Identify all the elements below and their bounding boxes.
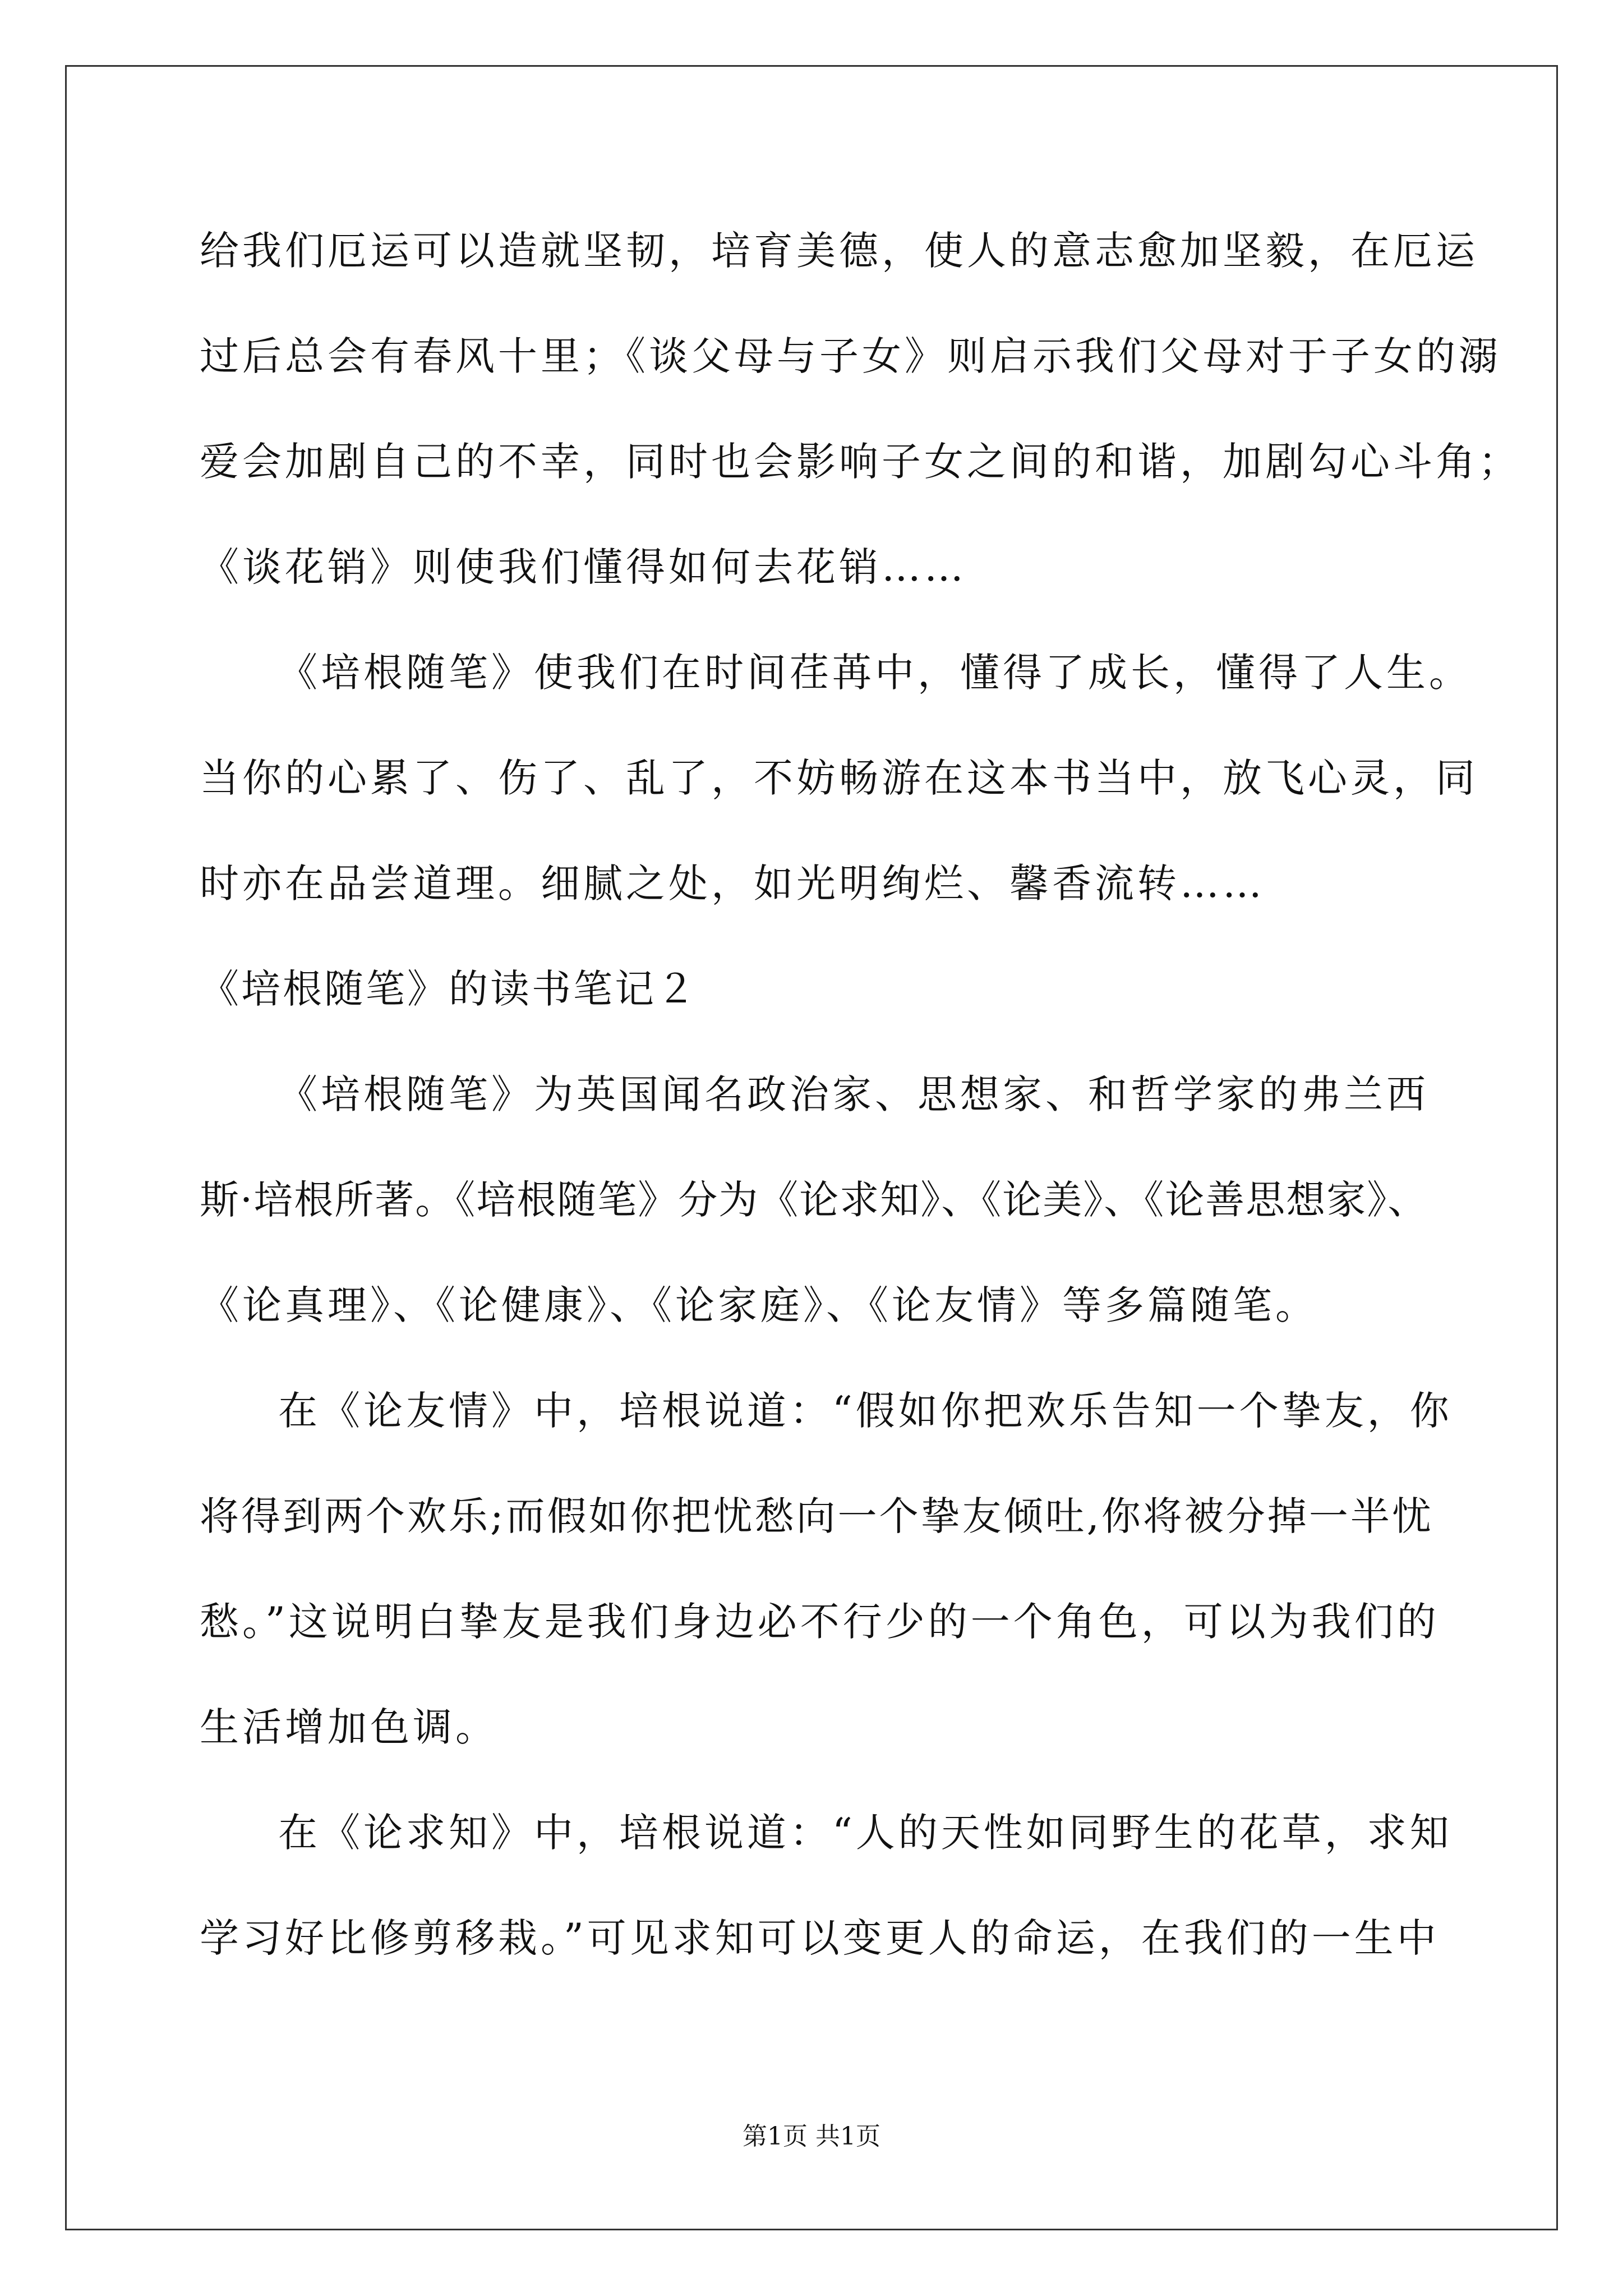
section-heading: 《培根随笔》的读书笔记２ [200, 966, 698, 1012]
text-line: 斯·培根所著。《培根随笔》分为《论求知》、《论美》、《论善思想家》、 [200, 1177, 1428, 1223]
text-line: 生活增加色调。 [200, 1704, 498, 1750]
text-line: 愁。”这说明白挚友是我们身边必不行少的一个角色，可以为我们的 [200, 1599, 1440, 1645]
text-line: 学习好比修剪移栽。”可见求知可以变更人的命运，在我们的一生中 [200, 1915, 1440, 1961]
text-line: 《培根随笔》为英国闻名政治家、思想家、和哲学家的弗兰西 [278, 1071, 1429, 1117]
text-line: 在《论友情》中，培根说道：“假如你把欢乐告知一个挚友，你 [278, 1388, 1453, 1434]
text-line: 当你的心累了、伤了、乱了，不妨畅游在这本书当中，放飞心灵，同 [200, 755, 1478, 801]
text-line: 将得到两个欢乐;而假如你把忧愁向一个挚友倾吐,你将被分掉一半忧 [200, 1493, 1433, 1539]
page-footer: 第1页 共1页 [743, 2122, 880, 2151]
page-border [65, 65, 1558, 2230]
text-line: 爱会加剧自己的不幸，同时也会影响子女之间的和谐，加剧勾心斗角； [200, 439, 1521, 485]
text-line: 过后总会有春风十里；《谈父母与子女》则启示我们父母对于子女的溺 [200, 333, 1501, 379]
text-line: 给我们厄运可以造就坚韧，培育美德，使人的意志愈加坚毅，在厄运 [200, 228, 1478, 274]
text-line: 时亦在品尝道理。细腻之处，如光明绚烂、馨香流转…… [200, 861, 1265, 907]
text-line: 《论真理》、《论健康》、《论家庭》、《论友情》等多篇随笔。 [200, 1282, 1318, 1328]
text-line: 《培根随笔》使我们在时间荏苒中，懂得了成长，懂得了人生。 [278, 650, 1472, 696]
text-line: 《谈花销》则使我们懂得如何去花销…… [200, 544, 967, 590]
text-line: 在《论求知》中，培根说道：“人的天性如同野生的花草，求知 [278, 1810, 1453, 1856]
